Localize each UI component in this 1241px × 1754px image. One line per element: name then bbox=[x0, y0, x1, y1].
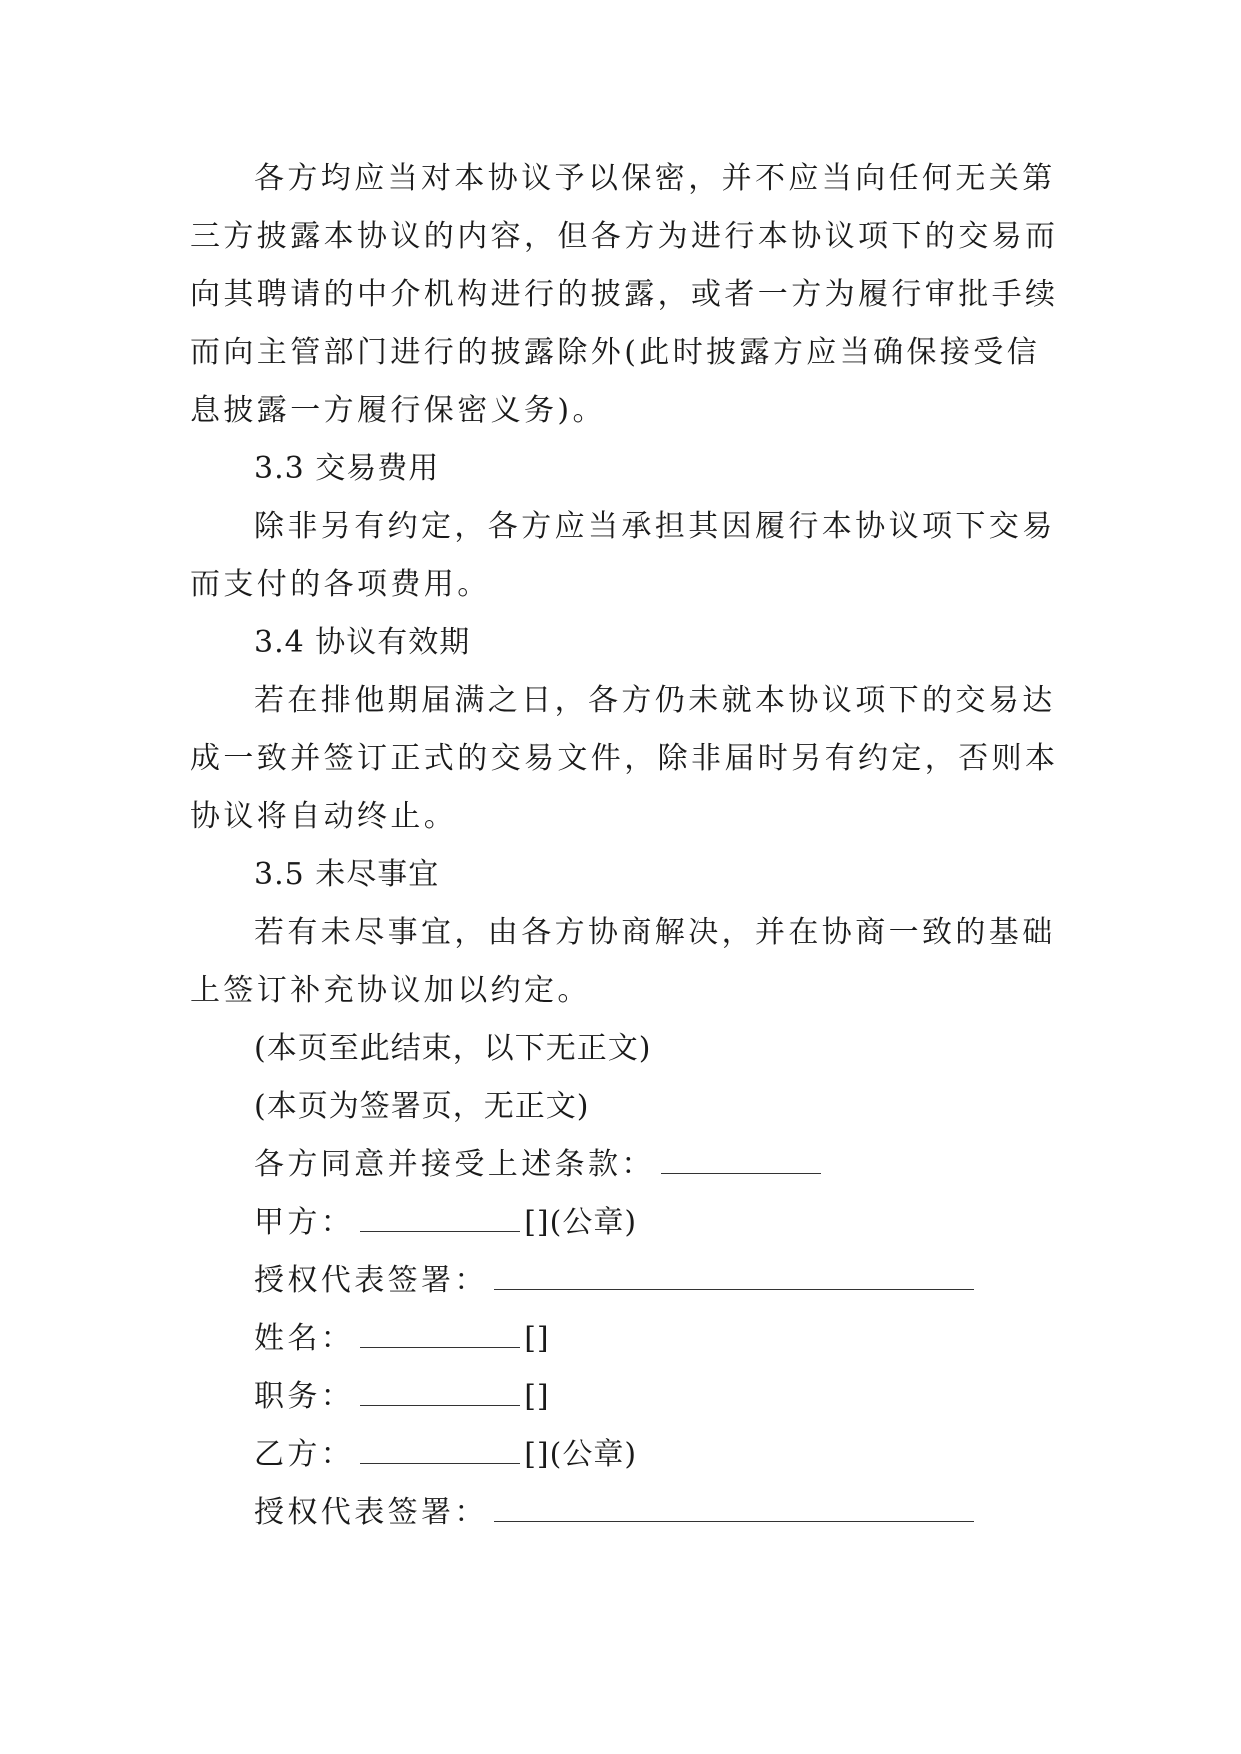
rep-sign-b-field[interactable] bbox=[494, 1487, 974, 1522]
rep-sign-label: 授权代表签署： bbox=[254, 1263, 488, 1298]
party-b-row bbox=[190, 1426, 1050, 1484]
name-field[interactable] bbox=[360, 1313, 520, 1348]
title-field[interactable] bbox=[360, 1371, 520, 1406]
paragraph-line: 息披露一方履行保密义务)。 bbox=[190, 393, 606, 428]
paragraph-line: 向其聘请的中介机构进行的披露，或者一方为履行审批手续 bbox=[190, 277, 1059, 312]
agree-row bbox=[190, 1136, 1050, 1194]
party-b-seal-note: [](公章) bbox=[524, 1437, 638, 1472]
end-note: (本页至此结束，以下无正文) bbox=[254, 1031, 652, 1066]
rep-sign-a-row bbox=[190, 1252, 1050, 1310]
paragraph-line: 三方披露本协议的内容，但各方为进行本协议项下的交易而 bbox=[190, 219, 1059, 254]
paragraph-line: 而向主管部门进行的披露除外(此时披露方应当确保接受信 bbox=[190, 335, 1041, 370]
title-label: 职务： bbox=[254, 1379, 355, 1414]
agree-signature-field[interactable] bbox=[661, 1139, 821, 1174]
title-row bbox=[190, 1368, 1050, 1426]
paragraph-line: 除非另有约定，各方应当承担其因履行本协议项下交易 bbox=[254, 509, 1056, 544]
section-heading: 3.3 交易费用 bbox=[254, 451, 440, 486]
name-label: 姓名： bbox=[254, 1321, 355, 1356]
document-page bbox=[190, 150, 1059, 1542]
party-a-seal-note: [](公章) bbox=[524, 1205, 638, 1240]
paragraph-line: 上签订补充协议加以约定。 bbox=[190, 973, 591, 1008]
agree-label: 各方同意并接受上述条款： bbox=[254, 1147, 655, 1182]
name-suffix: [] bbox=[524, 1321, 550, 1356]
section-heading: 3.4 协议有效期 bbox=[254, 625, 471, 660]
party-a-label: 甲方： bbox=[254, 1205, 355, 1240]
name-row bbox=[190, 1310, 1050, 1368]
sign-note: (本页为签署页，无正文) bbox=[254, 1089, 590, 1124]
rep-sign-a-field[interactable] bbox=[494, 1255, 974, 1290]
paragraph-line: 若在排他期届满之日，各方仍未就本协议项下的交易达 bbox=[254, 683, 1056, 718]
paragraph-line: 各方均应当对本协议予以保密，并不应当向任何无关第 bbox=[254, 161, 1056, 196]
party-a-field[interactable] bbox=[360, 1197, 520, 1232]
party-b-field[interactable] bbox=[360, 1429, 520, 1464]
section-heading: 3.5 未尽事宜 bbox=[254, 857, 440, 892]
rep-sign-b-row bbox=[190, 1484, 1050, 1542]
paragraph-line: 而支付的各项费用。 bbox=[190, 567, 491, 602]
title-suffix: [] bbox=[524, 1379, 550, 1414]
paragraph-line: 协议将自动终止。 bbox=[190, 799, 458, 834]
paragraph-line: 成一致并签订正式的交易文件，除非届时另有约定，否则本 bbox=[190, 741, 1059, 776]
party-b-label: 乙方： bbox=[254, 1437, 355, 1472]
rep-sign-label: 授权代表签署： bbox=[254, 1495, 488, 1530]
party-a-row bbox=[190, 1194, 1050, 1252]
paragraph-line: 若有未尽事宜，由各方协商解决，并在协商一致的基础 bbox=[254, 915, 1056, 950]
